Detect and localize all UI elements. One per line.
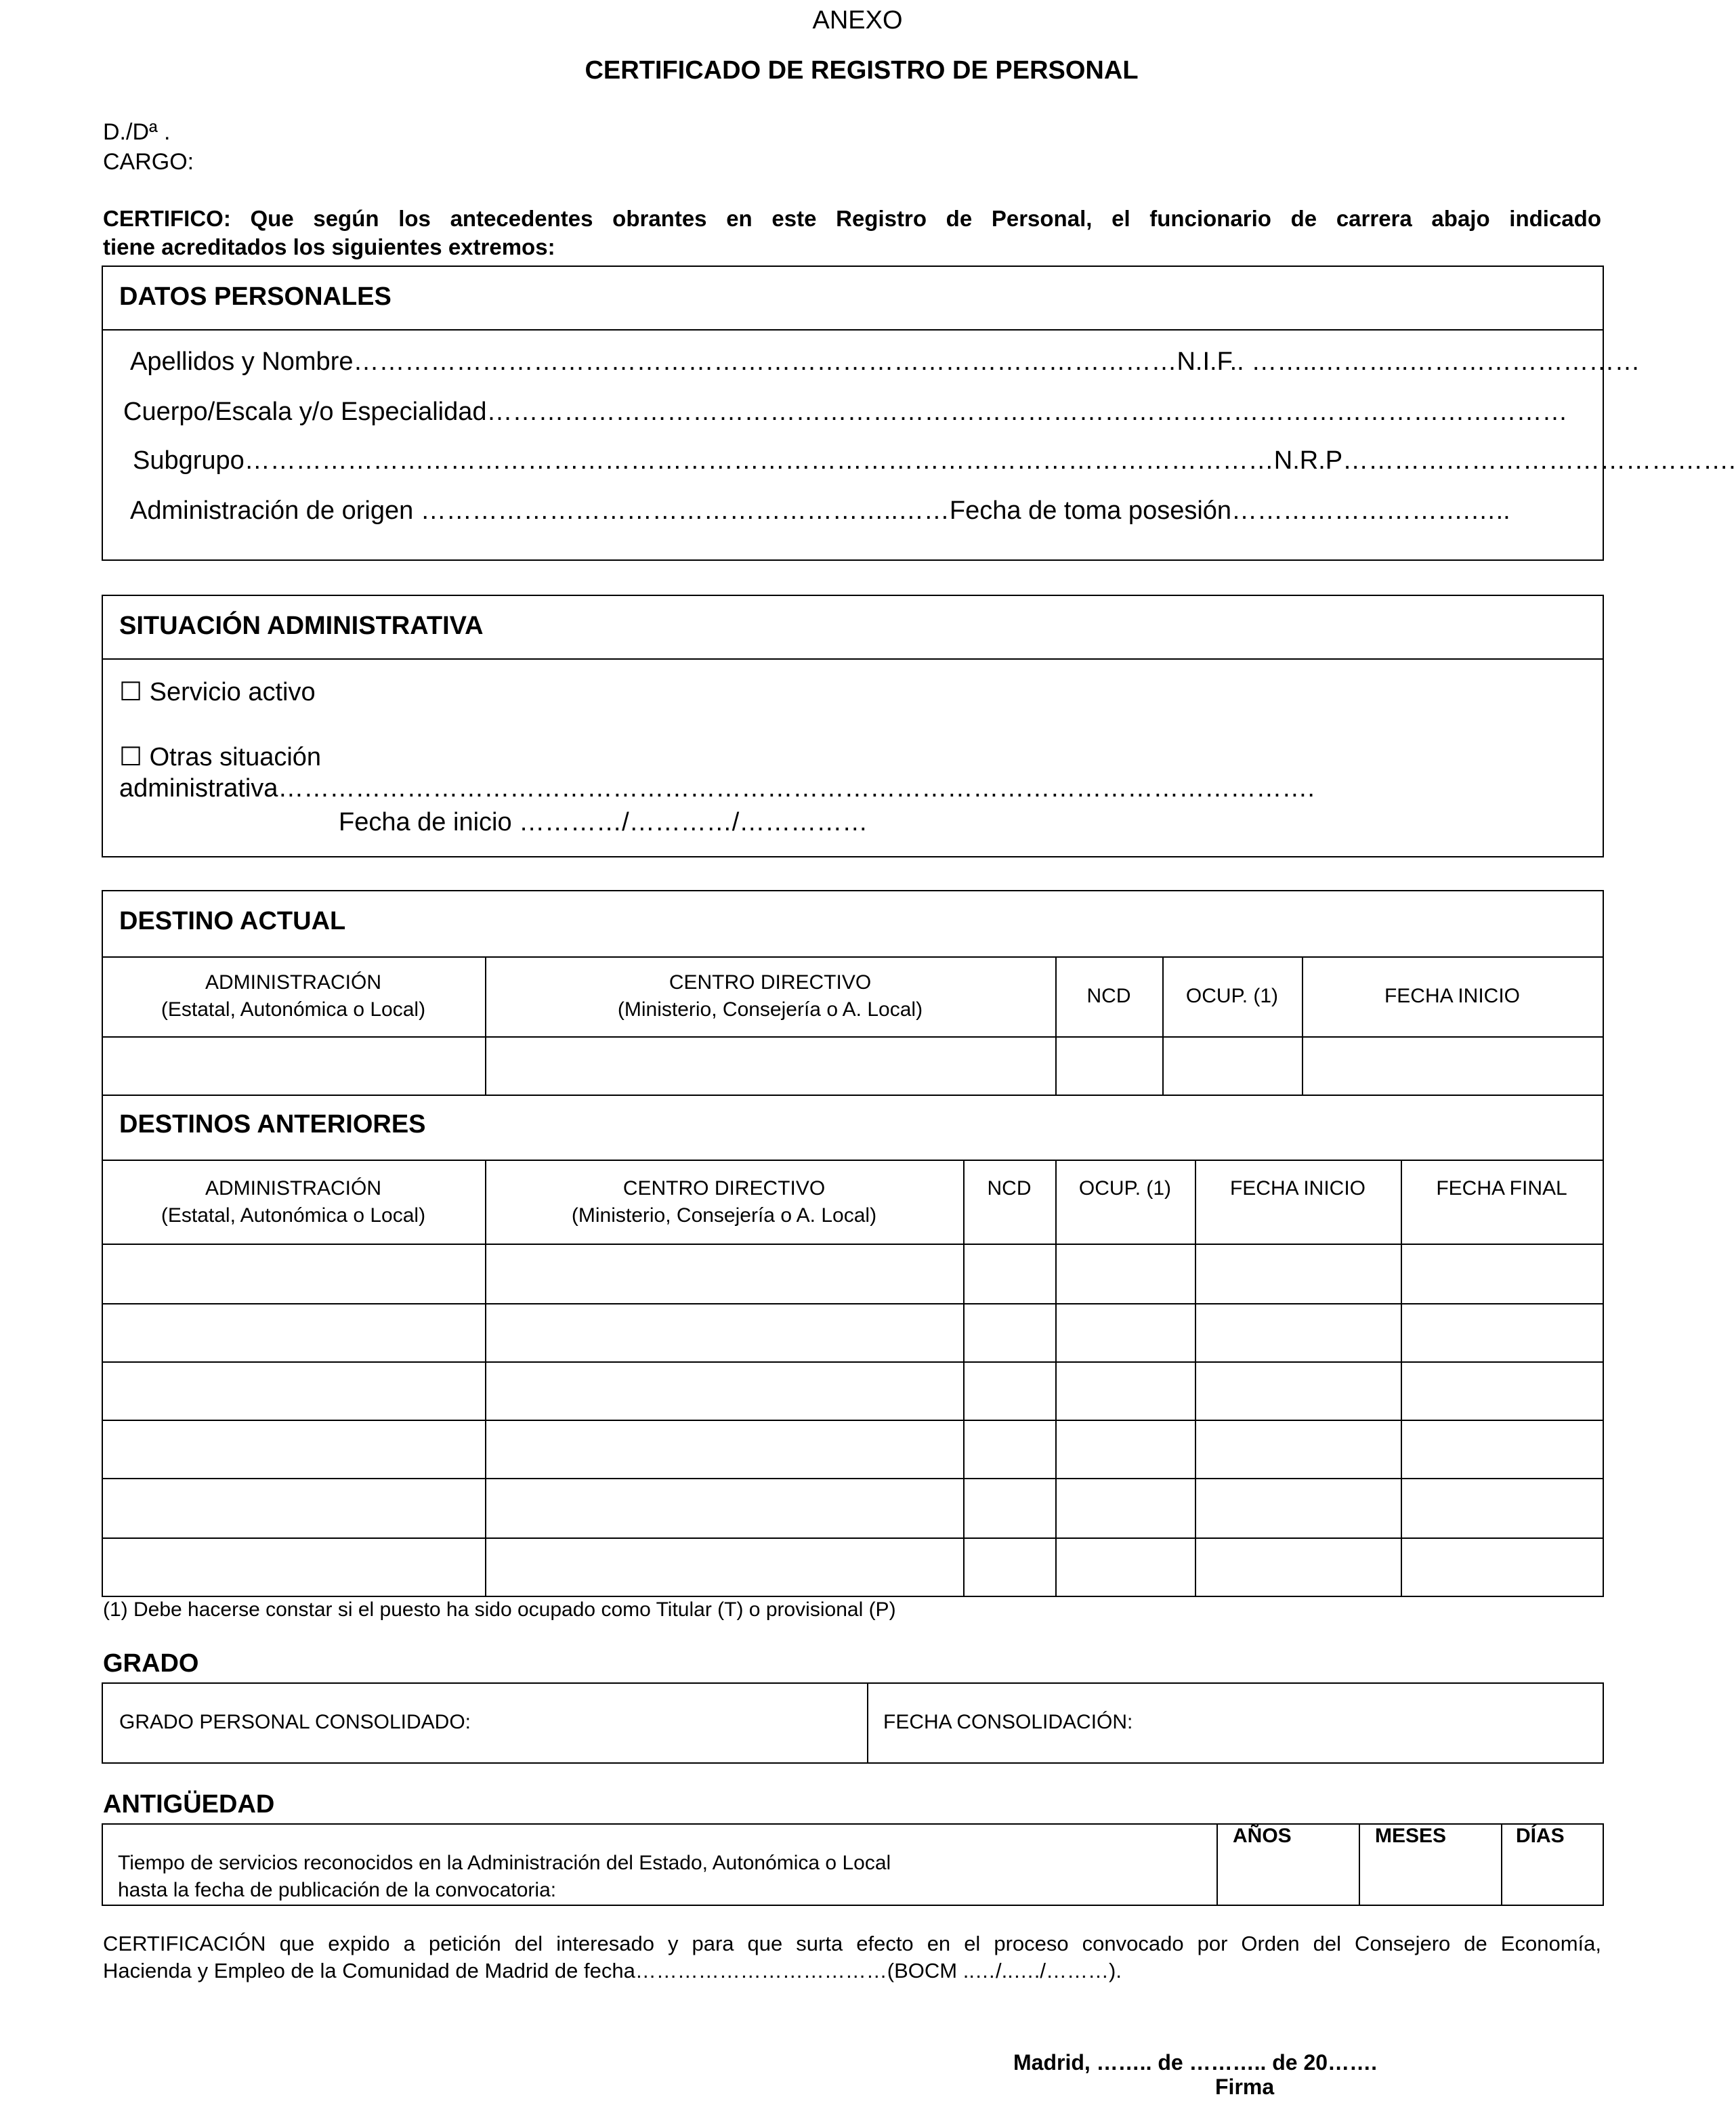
column-header: CENTRO DIRECTIVO (622, 1177, 826, 1200)
antiguedad-text-1: Tiempo de servicios reconocidos en la Administración del Estado, Autonómica o Local (118, 1852, 891, 1875)
footnote: (1) Debe hacerse constar si el puesto ha sido ocupado como Titular (T) o provisional (P) (103, 1598, 896, 1621)
certificacion-line-1: CERTIFICACIÓN que expido a petición del interesado y para que surta efecto en el proceso convocado por Orden del Consejero de Economía, (103, 1933, 1601, 1956)
table-rule (102, 1420, 1603, 1421)
situacion-field[interactable]: administrativa…………………………………………………………………………………………………………. (119, 775, 1315, 803)
table-rule (1302, 956, 1303, 1095)
certificacion-line-2: Hacienda y Empleo de la Comunidad de Madrid de fecha………………………………(BOCM ..…/..…./………). (103, 1960, 1122, 1983)
meses-field[interactable]: MESES (1375, 1825, 1447, 1848)
section-header: GRADO (103, 1650, 199, 1678)
place-date[interactable]: Madrid, …….. de ……….. de 20……. (1013, 2052, 1377, 2075)
apellidos-field[interactable]: Apellidos y Nombre……………………………………………………………………………………N.I.F.. ……..………..……………………… (130, 348, 1640, 377)
column-header: FECHA FINAL (1436, 1177, 1567, 1200)
table-rule (102, 1244, 1603, 1245)
table-rule (1195, 1160, 1196, 1596)
grado-consolidado-field[interactable]: GRADO PERSONAL CONSOLIDADO: (119, 1711, 471, 1734)
signature-label: Firma (1215, 2077, 1275, 2100)
subgrupo-field[interactable]: Subgrupo…………………………………………………………………………………………………………N.R.P………………………………………. (133, 447, 1736, 475)
table-rule (102, 1303, 1603, 1304)
column-header: OCUP. (1) (1185, 985, 1279, 1008)
table-rule (102, 1036, 1603, 1038)
section-header: DESTINO ACTUAL (119, 908, 346, 936)
section-header: DATOS PERSONALES (119, 283, 391, 312)
table-rule (102, 956, 1603, 958)
table-rule (963, 1160, 965, 1596)
table-rule (1162, 956, 1164, 1095)
table-rule (102, 1361, 1603, 1363)
column-header: FECHA INICIO (1384, 985, 1520, 1008)
dd-label: D./Dª . (103, 119, 171, 145)
cuerpo-field[interactable]: Cuerpo/Escala y/o Especialidad……………………………………………………………………………………………………………… (123, 398, 1568, 427)
section-header: DESTINOS ANTERIORES (119, 1111, 426, 1139)
section-header: SITUACIÓN ADMINISTRATIVA (119, 612, 484, 641)
table-rule (1055, 956, 1057, 1095)
table-rule (102, 1095, 1603, 1096)
column-header: NCD (987, 1177, 1032, 1200)
fecha-consolidacion-field[interactable]: FECHA CONSOLIDACIÓN: (883, 1711, 1133, 1734)
table-rule (1055, 1160, 1057, 1596)
table-rule (102, 1160, 1603, 1161)
column-header: (Ministerio, Consejería o A. Local) (617, 998, 923, 1021)
column-header: OCUP. (1) (1078, 1177, 1172, 1200)
otras-situacion-checkbox[interactable]: ☐ Otras situación (119, 744, 322, 772)
cargo-label: CARGO: (103, 149, 194, 175)
fecha-inicio-field[interactable]: Fecha de inicio …………/…………/…………… (339, 809, 868, 837)
column-header: (Ministerio, Consejería o A. Local) (571, 1204, 877, 1227)
antiguedad-text-2: hasta la fecha de publicación de la convocatoria: (118, 1879, 557, 1902)
section-header: ANTIGÜEDAD (103, 1791, 275, 1819)
anos-field[interactable]: AÑOS (1233, 1825, 1292, 1848)
column-header: FECHA INICIO (1229, 1177, 1365, 1200)
column-header: CENTRO DIRECTIVO (669, 971, 872, 994)
column-header: NCD (1086, 985, 1131, 1008)
certifico-line-1: CERTIFICO: Que según los antecedentes obrantes en este Registro de Personal, el funcionario de carrera abajo indicado (103, 207, 1601, 232)
servicio-activo-checkbox[interactable]: ☐ Servicio activo (119, 679, 316, 707)
certifico-line-2: tiene acreditados los siguientes extremos: (103, 236, 555, 260)
table-rule (102, 1478, 1603, 1479)
column-header: (Estatal, Autonómica o Local) (161, 998, 426, 1021)
column-header: ADMINISTRACIÓN (205, 971, 381, 994)
column-header: (Estatal, Autonómica o Local) (161, 1204, 426, 1227)
dias-field[interactable]: DÍAS (1516, 1825, 1565, 1848)
column-header: ADMINISTRACIÓN (205, 1177, 381, 1200)
annex-label: ANEXO (812, 7, 903, 35)
document-title: CERTIFICADO DE REGISTRO DE PERSONAL (585, 57, 1139, 85)
administracion-origen-field[interactable]: Administración de origen ………………………………………………..……Fecha de toma posesión……………………….….. (130, 497, 1510, 526)
table-rule (1401, 1160, 1402, 1596)
table-rule (102, 1537, 1603, 1539)
